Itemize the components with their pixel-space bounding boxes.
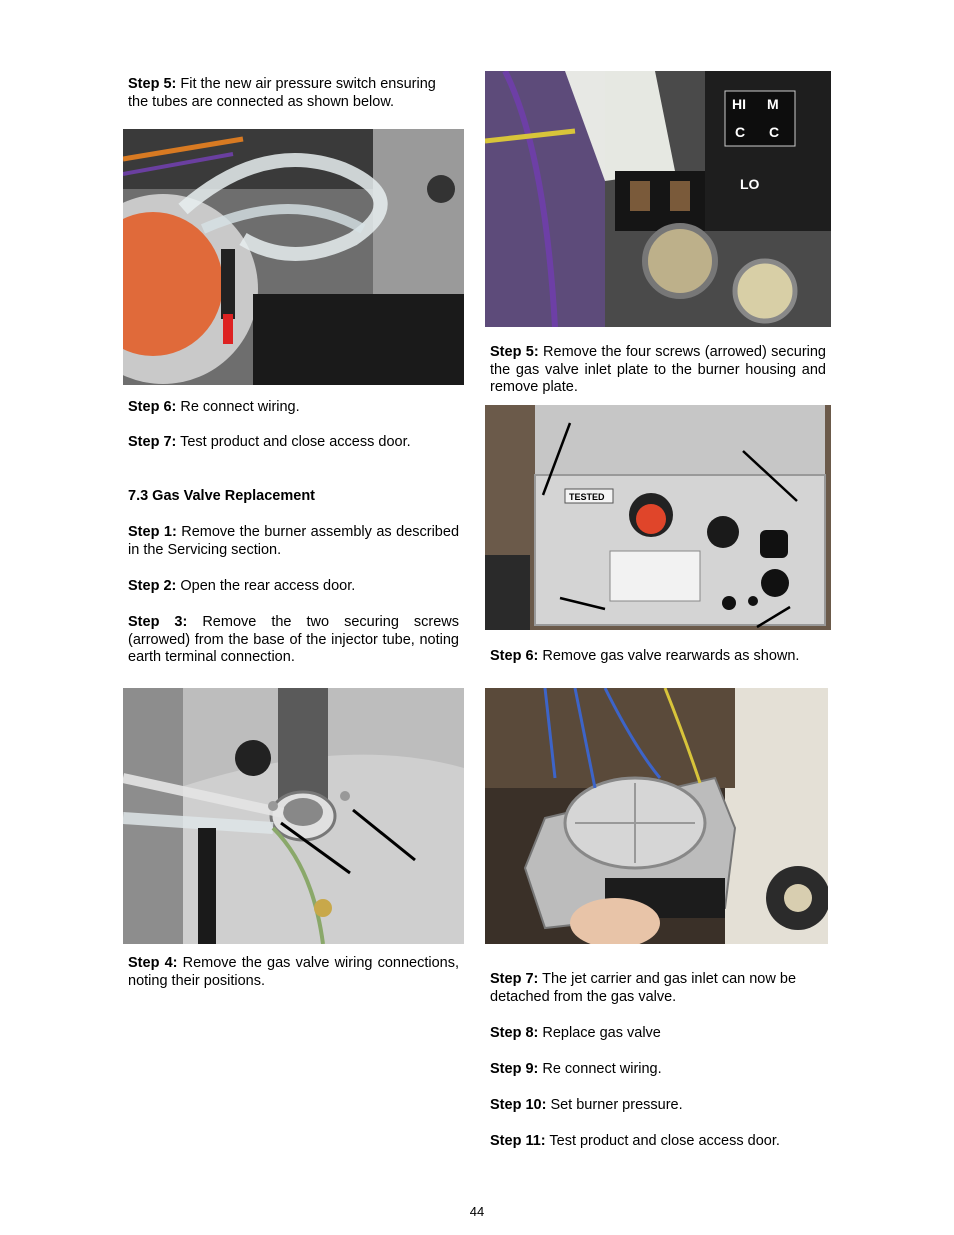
page-number: 44 (469, 1204, 485, 1219)
switch-letter-c1: C (735, 124, 746, 140)
gv-step-5: Step 5: Remove the four screws (arrowed) securing the gas valve inlet plate to the burner housing and remove plate. (490, 344, 826, 395)
gv-step-8: Step 8: Replace gas valve (490, 1025, 661, 1041)
gv-step-1: Step 1: Remove the burner assembly as described in the Servicing section. (128, 524, 460, 558)
gv-step-4: Step 4: Remove the gas valve wiring connections, noting their positions. (128, 955, 459, 989)
switch-letter-c2: C (769, 124, 780, 140)
gv-step-7: Step 7: The jet carrier and gas inlet can now be detached from the gas valve. (490, 971, 797, 1005)
switch-letter-m: M (767, 96, 779, 112)
step-5-air-switch: Step 5: Fit the new air pressure switch ensuring the tubes are connected as shown below. (128, 76, 436, 110)
tested-label: TESTED (569, 492, 605, 502)
section-heading: 7.3 Gas Valve Replacement (128, 488, 315, 504)
step-6-reconnect: Step 6: Re connect wiring. (128, 399, 300, 415)
gv-step-9: Step 9: Re connect wiring. (490, 1061, 662, 1077)
gv-step-3: Step 3: Remove the two securing screws (arrowed) from the base of the injector tube, noting earth terminal connection. (128, 614, 460, 665)
switch-letter-lo: LO (740, 176, 760, 192)
step-7-test: Step 7: Test product and close access door. (128, 434, 411, 450)
photo-injector-tube-screws (123, 688, 464, 944)
gv-step-2: Step 2: Open the rear access door. (128, 578, 356, 594)
photo-inlet-plate (485, 405, 831, 630)
switch-letter-hi: HI (732, 96, 746, 112)
photo-gas-valve-connector (485, 71, 831, 327)
photo-gas-valve-removed (485, 688, 828, 944)
photo-air-pressure-switch (123, 129, 464, 385)
gv-step-11: Step 11: Test product and close access door. (490, 1133, 780, 1149)
gv-step-6: Step 6: Remove gas valve rearwards as shown. (490, 648, 800, 664)
gv-step-10: Step 10: Set burner pressure. (490, 1097, 683, 1113)
